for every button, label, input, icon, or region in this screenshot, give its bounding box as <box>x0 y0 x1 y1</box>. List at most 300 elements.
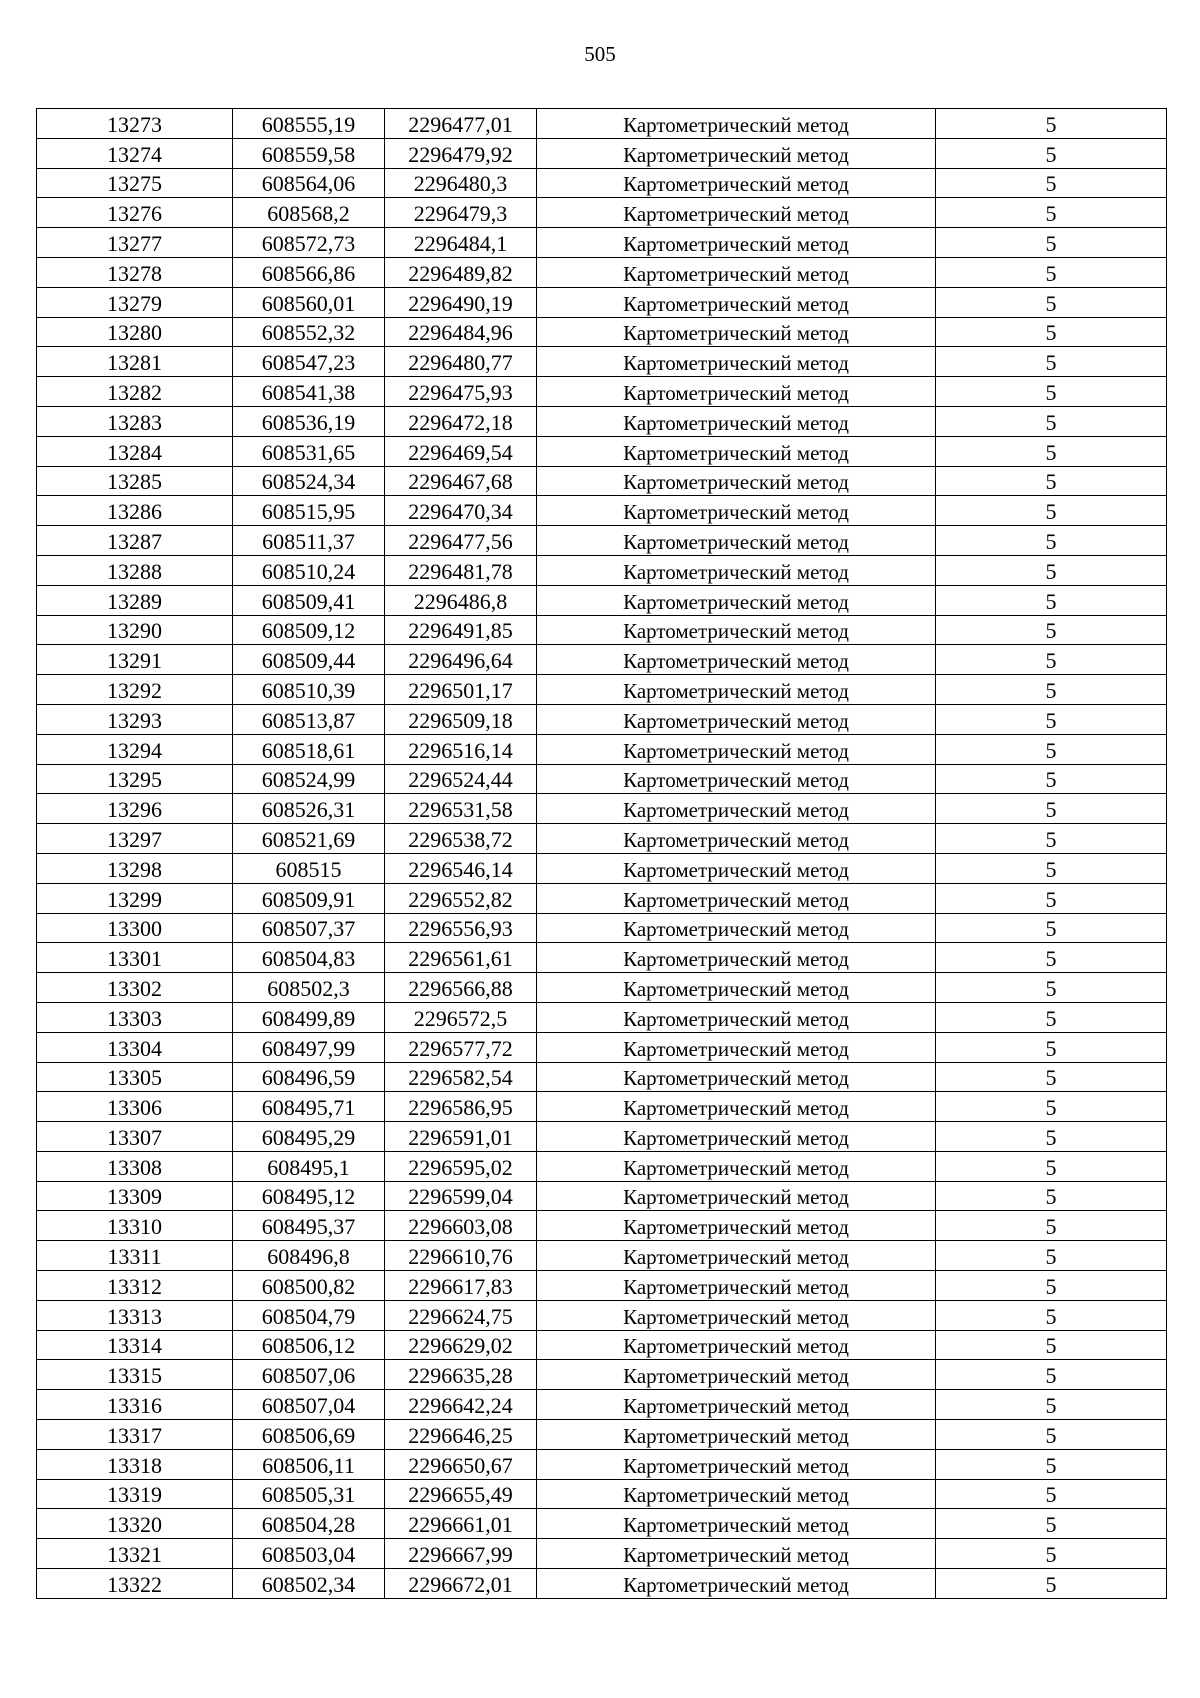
method-cell: Картометрический метод <box>537 1122 936 1152</box>
x-coordinate-cell: 608564,06 <box>233 168 385 198</box>
accuracy-cell: 5 <box>936 1122 1167 1152</box>
accuracy-cell: 5 <box>936 734 1167 764</box>
accuracy-cell: 5 <box>936 645 1167 675</box>
accuracy-cell: 5 <box>936 824 1167 854</box>
table-row <box>37 764 1167 794</box>
method-cell: Картометрический метод <box>537 1092 936 1122</box>
accuracy-cell: 5 <box>936 1211 1167 1241</box>
point-number-cell: 13313 <box>37 1300 233 1330</box>
y-coordinate-cell: 2296480,3 <box>385 168 537 198</box>
point-number-cell: 13289 <box>37 585 233 615</box>
method-cell: Картометрический метод <box>537 138 936 168</box>
method-cell: Картометрический метод <box>537 1360 936 1390</box>
y-coordinate-cell: 2296469,54 <box>385 436 537 466</box>
x-coordinate-cell: 608521,69 <box>233 824 385 854</box>
point-number-cell: 13285 <box>37 466 233 496</box>
table-row <box>37 1211 1167 1241</box>
y-coordinate-cell: 2296509,18 <box>385 704 537 734</box>
y-coordinate-cell: 2296516,14 <box>385 734 537 764</box>
table-body <box>37 109 1167 1599</box>
point-number-cell: 13301 <box>37 943 233 973</box>
method-cell: Картометрический метод <box>537 645 936 675</box>
x-coordinate-cell: 608510,39 <box>233 675 385 705</box>
accuracy-cell: 5 <box>936 496 1167 526</box>
table-row <box>37 824 1167 854</box>
point-number-cell: 13280 <box>37 317 233 347</box>
table-row <box>37 257 1167 287</box>
accuracy-cell: 5 <box>936 1271 1167 1301</box>
y-coordinate-cell: 2296556,93 <box>385 913 537 943</box>
accuracy-cell: 5 <box>936 1092 1167 1122</box>
table-row <box>37 555 1167 585</box>
table-row <box>37 496 1167 526</box>
x-coordinate-cell: 608541,38 <box>233 377 385 407</box>
table-row <box>37 228 1167 258</box>
accuracy-cell: 5 <box>936 943 1167 973</box>
x-coordinate-cell: 608559,58 <box>233 138 385 168</box>
method-cell: Картометрический метод <box>537 883 936 913</box>
method-cell: Картометрический метод <box>537 1539 936 1569</box>
x-coordinate-cell: 608510,24 <box>233 555 385 585</box>
y-coordinate-cell: 2296489,82 <box>385 257 537 287</box>
point-number-cell: 13311 <box>37 1241 233 1271</box>
accuracy-cell: 5 <box>936 1509 1167 1539</box>
y-coordinate-cell: 2296591,01 <box>385 1122 537 1152</box>
method-cell: Картометрический метод <box>537 1271 936 1301</box>
point-number-cell: 13310 <box>37 1211 233 1241</box>
y-coordinate-cell: 2296566,88 <box>385 973 537 1003</box>
point-number-cell: 13303 <box>37 1002 233 1032</box>
table-row <box>37 287 1167 317</box>
method-cell: Картометрический метод <box>537 317 936 347</box>
method-cell: Картометрический метод <box>537 1420 936 1450</box>
point-number-cell: 13277 <box>37 228 233 258</box>
table-row <box>37 1122 1167 1152</box>
x-coordinate-cell: 608506,11 <box>233 1449 385 1479</box>
y-coordinate-cell: 2296475,93 <box>385 377 537 407</box>
accuracy-cell: 5 <box>936 853 1167 883</box>
method-cell: Картометрический метод <box>537 436 936 466</box>
point-number-cell: 13286 <box>37 496 233 526</box>
y-coordinate-cell: 2296635,28 <box>385 1360 537 1390</box>
accuracy-cell: 5 <box>936 883 1167 913</box>
accuracy-cell: 5 <box>936 555 1167 585</box>
y-coordinate-cell: 2296467,68 <box>385 466 537 496</box>
method-cell: Картометрический метод <box>537 257 936 287</box>
accuracy-cell: 5 <box>936 1002 1167 1032</box>
x-coordinate-cell: 608507,06 <box>233 1360 385 1390</box>
accuracy-cell: 5 <box>936 1181 1167 1211</box>
point-number-cell: 13320 <box>37 1509 233 1539</box>
coordinates-table <box>36 108 1167 1599</box>
method-cell: Картометрический метод <box>537 1330 936 1360</box>
accuracy-cell: 5 <box>936 168 1167 198</box>
point-number-cell: 13281 <box>37 347 233 377</box>
accuracy-cell: 5 <box>936 1569 1167 1599</box>
method-cell: Картометрический метод <box>537 764 936 794</box>
accuracy-cell: 5 <box>936 764 1167 794</box>
y-coordinate-cell: 2296477,56 <box>385 526 537 556</box>
point-number-cell: 13274 <box>37 138 233 168</box>
method-cell: Картометрический метод <box>537 1509 936 1539</box>
point-number-cell: 13278 <box>37 257 233 287</box>
y-coordinate-cell: 2296672,01 <box>385 1569 537 1599</box>
x-coordinate-cell: 608524,34 <box>233 466 385 496</box>
table-row <box>37 1569 1167 1599</box>
method-cell: Картометрический метод <box>537 973 936 1003</box>
accuracy-cell: 5 <box>936 526 1167 556</box>
table-row <box>37 406 1167 436</box>
point-number-cell: 13294 <box>37 734 233 764</box>
y-coordinate-cell: 2296484,1 <box>385 228 537 258</box>
point-number-cell: 13314 <box>37 1330 233 1360</box>
point-number-cell: 13291 <box>37 645 233 675</box>
table-row <box>37 615 1167 645</box>
method-cell: Картометрический метод <box>537 1211 936 1241</box>
point-number-cell: 13312 <box>37 1271 233 1301</box>
method-cell: Картометрический метод <box>537 347 936 377</box>
y-coordinate-cell: 2296480,77 <box>385 347 537 377</box>
point-number-cell: 13279 <box>37 287 233 317</box>
method-cell: Картометрический метод <box>537 406 936 436</box>
y-coordinate-cell: 2296667,99 <box>385 1539 537 1569</box>
y-coordinate-cell: 2296595,02 <box>385 1151 537 1181</box>
point-number-cell: 13306 <box>37 1092 233 1122</box>
method-cell: Картометрический метод <box>537 704 936 734</box>
method-cell: Картометрический метод <box>537 943 936 973</box>
point-number-cell: 13293 <box>37 704 233 734</box>
accuracy-cell: 5 <box>936 1330 1167 1360</box>
x-coordinate-cell: 608502,34 <box>233 1569 385 1599</box>
accuracy-cell: 5 <box>936 1241 1167 1271</box>
x-coordinate-cell: 608495,29 <box>233 1122 385 1152</box>
point-number-cell: 13283 <box>37 406 233 436</box>
table-row <box>37 1062 1167 1092</box>
x-coordinate-cell: 608507,37 <box>233 913 385 943</box>
y-coordinate-cell: 2296479,92 <box>385 138 537 168</box>
accuracy-cell: 5 <box>936 1449 1167 1479</box>
y-coordinate-cell: 2296501,17 <box>385 675 537 705</box>
table-row <box>37 794 1167 824</box>
x-coordinate-cell: 608536,19 <box>233 406 385 436</box>
point-number-cell: 13276 <box>37 198 233 228</box>
table-row <box>37 1151 1167 1181</box>
x-coordinate-cell: 608506,12 <box>233 1330 385 1360</box>
method-cell: Картометрический метод <box>537 794 936 824</box>
y-coordinate-cell: 2296486,8 <box>385 585 537 615</box>
x-coordinate-cell: 608511,37 <box>233 526 385 556</box>
accuracy-cell: 5 <box>936 1539 1167 1569</box>
x-coordinate-cell: 608504,83 <box>233 943 385 973</box>
y-coordinate-cell: 2296586,95 <box>385 1092 537 1122</box>
accuracy-cell: 5 <box>936 109 1167 139</box>
accuracy-cell: 5 <box>936 1390 1167 1420</box>
table-row <box>37 943 1167 973</box>
y-coordinate-cell: 2296484,96 <box>385 317 537 347</box>
table-row <box>37 1539 1167 1569</box>
point-number-cell: 13288 <box>37 555 233 585</box>
x-coordinate-cell: 608502,3 <box>233 973 385 1003</box>
accuracy-cell: 5 <box>936 913 1167 943</box>
y-coordinate-cell: 2296655,49 <box>385 1479 537 1509</box>
table-row <box>37 377 1167 407</box>
table-row <box>37 198 1167 228</box>
y-coordinate-cell: 2296477,01 <box>385 109 537 139</box>
y-coordinate-cell: 2296582,54 <box>385 1062 537 1092</box>
point-number-cell: 13275 <box>37 168 233 198</box>
point-number-cell: 13290 <box>37 615 233 645</box>
point-number-cell: 13300 <box>37 913 233 943</box>
table-row <box>37 1092 1167 1122</box>
method-cell: Картометрический метод <box>537 1032 936 1062</box>
point-number-cell: 13284 <box>37 436 233 466</box>
method-cell: Картометрический метод <box>537 555 936 585</box>
point-number-cell: 13322 <box>37 1569 233 1599</box>
y-coordinate-cell: 2296650,67 <box>385 1449 537 1479</box>
method-cell: Картометрический метод <box>537 466 936 496</box>
y-coordinate-cell: 2296577,72 <box>385 1032 537 1062</box>
accuracy-cell: 5 <box>936 1032 1167 1062</box>
accuracy-cell: 5 <box>936 1420 1167 1450</box>
accuracy-cell: 5 <box>936 704 1167 734</box>
point-number-cell: 13287 <box>37 526 233 556</box>
accuracy-cell: 5 <box>936 377 1167 407</box>
accuracy-cell: 5 <box>936 1479 1167 1509</box>
x-coordinate-cell: 608495,12 <box>233 1181 385 1211</box>
point-number-cell: 13304 <box>37 1032 233 1062</box>
table-row <box>37 1390 1167 1420</box>
table-row <box>37 704 1167 734</box>
y-coordinate-cell: 2296524,44 <box>385 764 537 794</box>
method-cell: Картометрический метод <box>537 1151 936 1181</box>
x-coordinate-cell: 608504,28 <box>233 1509 385 1539</box>
point-number-cell: 13316 <box>37 1390 233 1420</box>
accuracy-cell: 5 <box>936 466 1167 496</box>
table-row <box>37 168 1167 198</box>
point-number-cell: 13318 <box>37 1449 233 1479</box>
x-coordinate-cell: 608507,04 <box>233 1390 385 1420</box>
accuracy-cell: 5 <box>936 436 1167 466</box>
accuracy-cell: 5 <box>936 973 1167 1003</box>
x-coordinate-cell: 608572,73 <box>233 228 385 258</box>
point-number-cell: 13295 <box>37 764 233 794</box>
accuracy-cell: 5 <box>936 585 1167 615</box>
accuracy-cell: 5 <box>936 794 1167 824</box>
accuracy-cell: 5 <box>936 317 1167 347</box>
table-row <box>37 1449 1167 1479</box>
method-cell: Картометрический метод <box>537 198 936 228</box>
x-coordinate-cell: 608503,04 <box>233 1539 385 1569</box>
y-coordinate-cell: 2296646,25 <box>385 1420 537 1450</box>
table-row <box>37 466 1167 496</box>
y-coordinate-cell: 2296617,83 <box>385 1271 537 1301</box>
y-coordinate-cell: 2296603,08 <box>385 1211 537 1241</box>
table-row <box>37 317 1167 347</box>
x-coordinate-cell: 608555,19 <box>233 109 385 139</box>
method-cell: Картометрический метод <box>537 168 936 198</box>
y-coordinate-cell: 2296481,78 <box>385 555 537 585</box>
point-number-cell: 13308 <box>37 1151 233 1181</box>
method-cell: Картометрический метод <box>537 109 936 139</box>
x-coordinate-cell: 608495,1 <box>233 1151 385 1181</box>
method-cell: Картометрический метод <box>537 1241 936 1271</box>
method-cell: Картометрический метод <box>537 1300 936 1330</box>
x-coordinate-cell: 608509,91 <box>233 883 385 913</box>
table-row <box>37 436 1167 466</box>
x-coordinate-cell: 608560,01 <box>233 287 385 317</box>
method-cell: Картометрический метод <box>537 1181 936 1211</box>
method-cell: Картометрический метод <box>537 615 936 645</box>
y-coordinate-cell: 2296491,85 <box>385 615 537 645</box>
y-coordinate-cell: 2296479,3 <box>385 198 537 228</box>
accuracy-cell: 5 <box>936 287 1167 317</box>
table-row <box>37 734 1167 764</box>
x-coordinate-cell: 608496,8 <box>233 1241 385 1271</box>
method-cell: Картометрический метод <box>537 1479 936 1509</box>
y-coordinate-cell: 2296470,34 <box>385 496 537 526</box>
x-coordinate-cell: 608509,41 <box>233 585 385 615</box>
table-row <box>37 138 1167 168</box>
x-coordinate-cell: 608547,23 <box>233 347 385 377</box>
y-coordinate-cell: 2296610,76 <box>385 1241 537 1271</box>
method-cell: Картометрический метод <box>537 496 936 526</box>
x-coordinate-cell: 608526,31 <box>233 794 385 824</box>
y-coordinate-cell: 2296496,64 <box>385 645 537 675</box>
method-cell: Картометрический метод <box>537 853 936 883</box>
point-number-cell: 13305 <box>37 1062 233 1092</box>
point-number-cell: 13282 <box>37 377 233 407</box>
accuracy-cell: 5 <box>936 1151 1167 1181</box>
method-cell: Картометрический метод <box>537 1449 936 1479</box>
point-number-cell: 13321 <box>37 1539 233 1569</box>
point-number-cell: 13273 <box>37 109 233 139</box>
accuracy-cell: 5 <box>936 406 1167 436</box>
x-coordinate-cell: 608496,59 <box>233 1062 385 1092</box>
table-row <box>37 1300 1167 1330</box>
method-cell: Картометрический метод <box>537 913 936 943</box>
table-row <box>37 853 1167 883</box>
x-coordinate-cell: 608506,69 <box>233 1420 385 1450</box>
table-row <box>37 1032 1167 1062</box>
table-row <box>37 675 1167 705</box>
point-number-cell: 13307 <box>37 1122 233 1152</box>
y-coordinate-cell: 2296629,02 <box>385 1330 537 1360</box>
x-coordinate-cell: 608568,2 <box>233 198 385 228</box>
point-number-cell: 13299 <box>37 883 233 913</box>
point-number-cell: 13319 <box>37 1479 233 1509</box>
table-row <box>37 1360 1167 1390</box>
y-coordinate-cell: 2296599,04 <box>385 1181 537 1211</box>
table-row <box>37 913 1167 943</box>
table-row <box>37 883 1167 913</box>
table-row <box>37 1181 1167 1211</box>
x-coordinate-cell: 608509,44 <box>233 645 385 675</box>
x-coordinate-cell: 608495,71 <box>233 1092 385 1122</box>
method-cell: Картометрический метод <box>537 1062 936 1092</box>
method-cell: Картометрический метод <box>537 675 936 705</box>
table-row <box>37 973 1167 1003</box>
x-coordinate-cell: 608524,99 <box>233 764 385 794</box>
x-coordinate-cell: 608518,61 <box>233 734 385 764</box>
accuracy-cell: 5 <box>936 675 1167 705</box>
method-cell: Картометрический метод <box>537 1569 936 1599</box>
table-row <box>37 526 1167 556</box>
page-number: 505 <box>584 42 616 66</box>
y-coordinate-cell: 2296561,61 <box>385 943 537 973</box>
table-row <box>37 1002 1167 1032</box>
method-cell: Картометрический метод <box>537 1390 936 1420</box>
table-row <box>37 1479 1167 1509</box>
point-number-cell: 13309 <box>37 1181 233 1211</box>
y-coordinate-cell: 2296531,58 <box>385 794 537 824</box>
x-coordinate-cell: 608505,31 <box>233 1479 385 1509</box>
table-row <box>37 645 1167 675</box>
x-coordinate-cell: 608515,95 <box>233 496 385 526</box>
y-coordinate-cell: 2296661,01 <box>385 1509 537 1539</box>
table-row <box>37 1330 1167 1360</box>
point-number-cell: 13317 <box>37 1420 233 1450</box>
accuracy-cell: 5 <box>936 1062 1167 1092</box>
y-coordinate-cell: 2296552,82 <box>385 883 537 913</box>
accuracy-cell: 5 <box>936 198 1167 228</box>
y-coordinate-cell: 2296624,75 <box>385 1300 537 1330</box>
y-coordinate-cell: 2296546,14 <box>385 853 537 883</box>
table-row <box>37 1241 1167 1271</box>
accuracy-cell: 5 <box>936 257 1167 287</box>
accuracy-cell: 5 <box>936 228 1167 258</box>
method-cell: Картометрический метод <box>537 228 936 258</box>
method-cell: Картометрический метод <box>537 287 936 317</box>
x-coordinate-cell: 608513,87 <box>233 704 385 734</box>
x-coordinate-cell: 608552,32 <box>233 317 385 347</box>
accuracy-cell: 5 <box>936 138 1167 168</box>
x-coordinate-cell: 608495,37 <box>233 1211 385 1241</box>
point-number-cell: 13302 <box>37 973 233 1003</box>
point-number-cell: 13292 <box>37 675 233 705</box>
y-coordinate-cell: 2296572,5 <box>385 1002 537 1032</box>
table-row <box>37 1271 1167 1301</box>
x-coordinate-cell: 608566,86 <box>233 257 385 287</box>
table-row <box>37 1509 1167 1539</box>
x-coordinate-cell: 608504,79 <box>233 1300 385 1330</box>
accuracy-cell: 5 <box>936 1360 1167 1390</box>
point-number-cell: 13315 <box>37 1360 233 1390</box>
accuracy-cell: 5 <box>936 615 1167 645</box>
y-coordinate-cell: 2296472,18 <box>385 406 537 436</box>
method-cell: Картометрический метод <box>537 526 936 556</box>
point-number-cell: 13297 <box>37 824 233 854</box>
method-cell: Картометрический метод <box>537 734 936 764</box>
table-row <box>37 109 1167 139</box>
y-coordinate-cell: 2296490,19 <box>385 287 537 317</box>
y-coordinate-cell: 2296538,72 <box>385 824 537 854</box>
accuracy-cell: 5 <box>936 1300 1167 1330</box>
x-coordinate-cell: 608531,65 <box>233 436 385 466</box>
x-coordinate-cell: 608500,82 <box>233 1271 385 1301</box>
x-coordinate-cell: 608499,89 <box>233 1002 385 1032</box>
point-number-cell: 13296 <box>37 794 233 824</box>
x-coordinate-cell: 608509,12 <box>233 615 385 645</box>
method-cell: Картометрический метод <box>537 585 936 615</box>
y-coordinate-cell: 2296642,24 <box>385 1390 537 1420</box>
x-coordinate-cell: 608497,99 <box>233 1032 385 1062</box>
table-row <box>37 347 1167 377</box>
method-cell: Картометрический метод <box>537 377 936 407</box>
table-row <box>37 585 1167 615</box>
method-cell: Картометрический метод <box>537 1002 936 1032</box>
table-row <box>37 1420 1167 1450</box>
point-number-cell: 13298 <box>37 853 233 883</box>
